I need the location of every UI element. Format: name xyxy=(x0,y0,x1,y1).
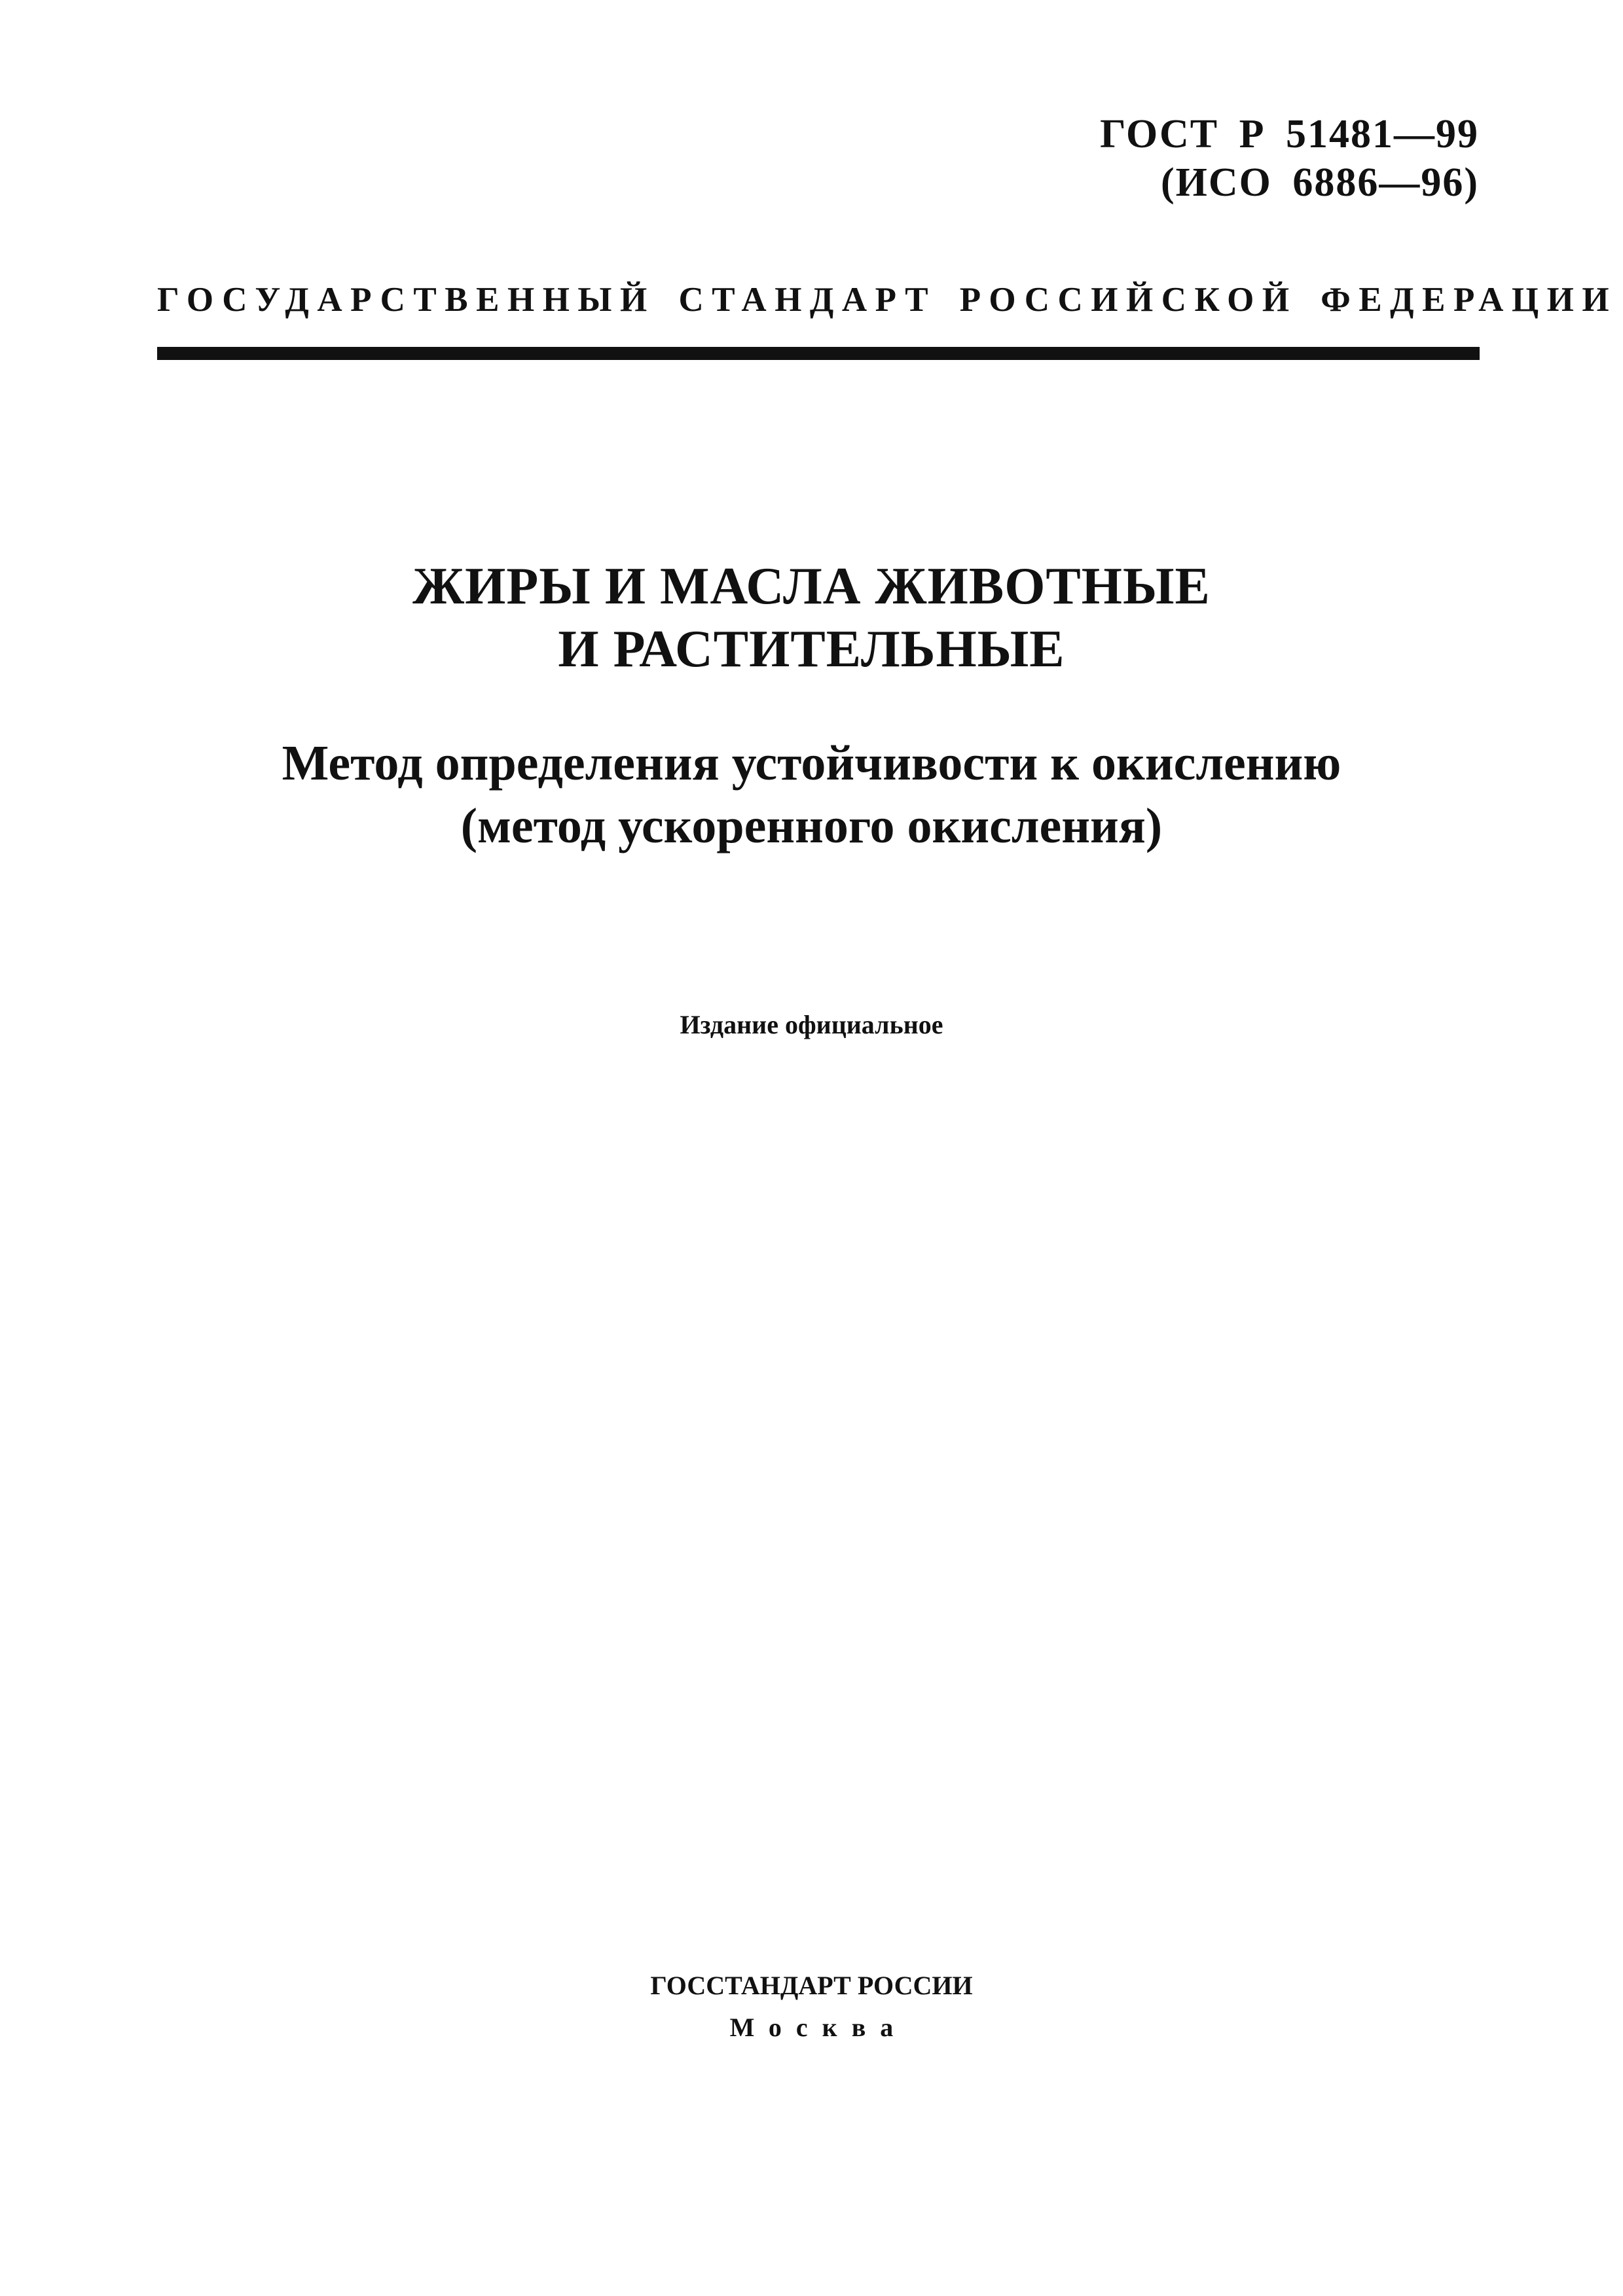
iso-equivalent-number: (ИСО 6886—96) xyxy=(1160,160,1479,205)
publisher-block xyxy=(0,1965,1623,2049)
standard-designation xyxy=(1100,110,1479,207)
edition-note: Издание официальное xyxy=(680,1010,943,1039)
document-subtitle xyxy=(0,732,1623,857)
subtitle-line-1: Метод определения устойчивости к окислению xyxy=(282,736,1341,791)
title-line-2: И РАСТИТЕЛЬНЫЕ xyxy=(558,620,1065,678)
subtitle-line-2: (метод ускоренного окисления) xyxy=(460,798,1163,853)
publisher-name: ГОССТАНДАРТ РОССИИ xyxy=(650,1971,973,2000)
standard-number: ГОСТ Р 51481—99 xyxy=(1100,112,1479,156)
state-standard-heading: ГОСУДАРСТВЕННЫЙ СТАНДАРТ РОССИЙСКОЙ ФЕДЕРАЦИИ xyxy=(157,281,1618,319)
document-title xyxy=(0,555,1623,681)
publisher-city: Москва xyxy=(729,2013,908,2042)
title-line-1: ЖИРЫ И МАСЛА ЖИВОТНЫЕ xyxy=(412,558,1211,615)
header-rule xyxy=(157,347,1480,360)
